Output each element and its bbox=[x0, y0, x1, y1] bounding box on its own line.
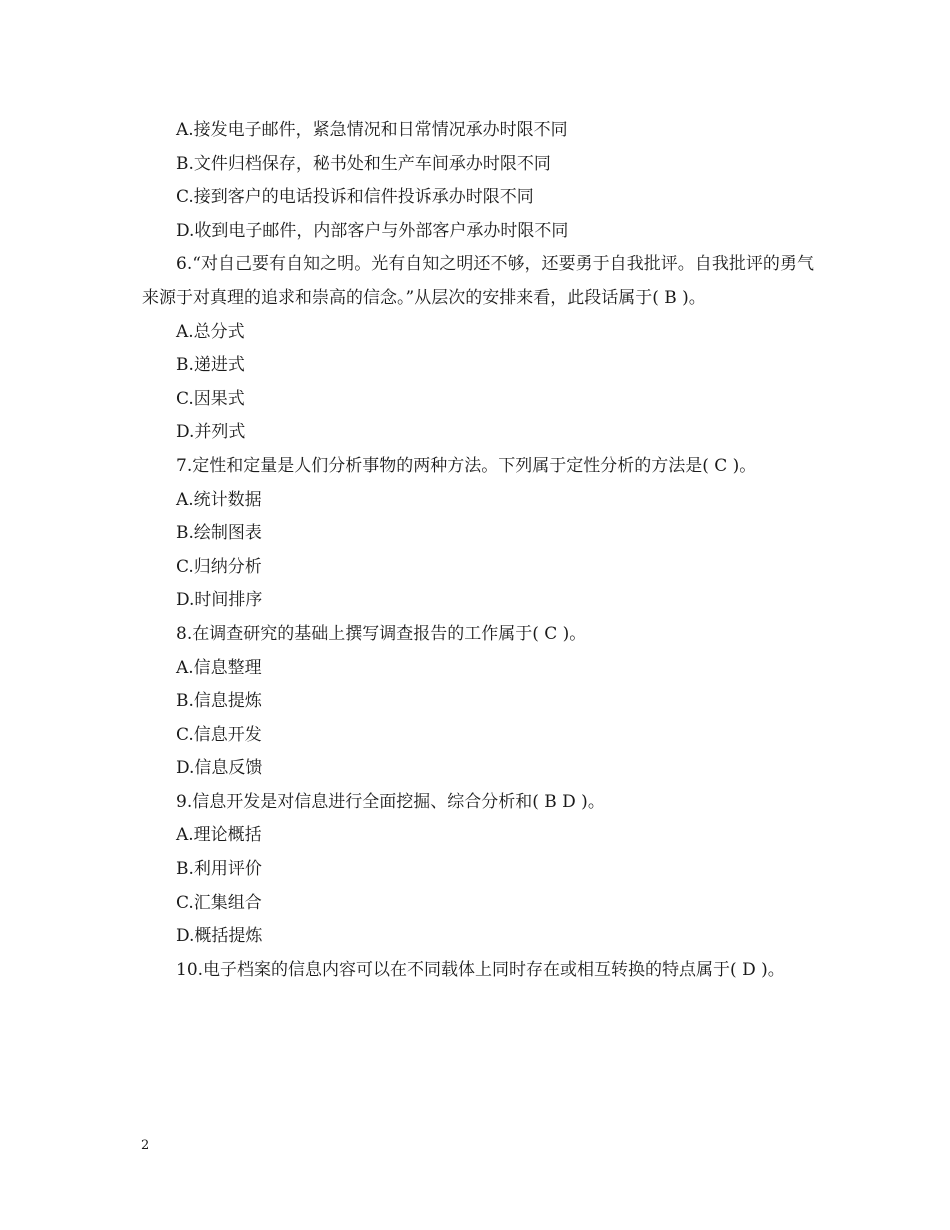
question-9-option-a: A.理论概括 bbox=[176, 825, 262, 846]
question-8-option-c: C.信息开发 bbox=[176, 724, 262, 745]
question-6-option-a: A.总分式 bbox=[176, 321, 245, 342]
question-7-option-a: A.统计数据 bbox=[176, 489, 262, 510]
question-6: 6.“对自己要有自知之明。光有自知之明还不够，还要勇于自我批评。自我批评的勇气来源于对真理的追求和崇高的信念。”从层次的安排来看，此段话属于( B )。 bbox=[142, 254, 814, 308]
question-9-option-c: C.汇集组合 bbox=[176, 892, 262, 913]
question-9-option-b: B.利用评价 bbox=[176, 859, 262, 880]
question-8-option-d: D.信息反馈 bbox=[176, 758, 263, 779]
question-6-option-d: D.并列式 bbox=[176, 422, 246, 443]
question-7-option-c: C.归纳分析 bbox=[176, 556, 262, 577]
question-9: 9.信息开发是对信息进行全面挖掘、综合分析和( B D )。 bbox=[176, 791, 605, 812]
question-6-option-b: B.递进式 bbox=[176, 355, 245, 376]
question-7-option-b: B.绘制图表 bbox=[176, 523, 262, 544]
page-number: 2 bbox=[141, 1138, 150, 1153]
question-9-option-d: D.概括提炼 bbox=[176, 926, 263, 947]
question-8-option-a: A.信息整理 bbox=[176, 657, 262, 678]
page-content bbox=[142, 114, 814, 987]
question-10: 10.电子档案的信息内容可以在不同载体上同时存在或相互转换的特点属于( D )。 bbox=[176, 959, 785, 980]
question-7: 7.定性和定量是人们分析事物的两种方法。下列属于定性分析的方法是( C )。 bbox=[176, 455, 757, 476]
question-8: 8.在调查研究的基础上撰写调查报告的工作属于( C )。 bbox=[176, 623, 587, 644]
option-b: B.文件归档保存，秘书处和生产车间承办时限不同 bbox=[176, 153, 551, 174]
question-8-option-b: B.信息提炼 bbox=[176, 691, 262, 712]
option-c: C.接到客户的电话投诉和信件投诉承办时限不同 bbox=[176, 187, 534, 208]
option-a: A.接发电子邮件，紧急情况和日常情况承办时限不同 bbox=[176, 120, 568, 140]
question-6-option-c: C.因果式 bbox=[176, 388, 245, 409]
option-d: D.收到电子邮件，内部客户与外部客户承办时限不同 bbox=[176, 220, 569, 241]
question-7-option-d: D.时间排序 bbox=[176, 590, 263, 611]
